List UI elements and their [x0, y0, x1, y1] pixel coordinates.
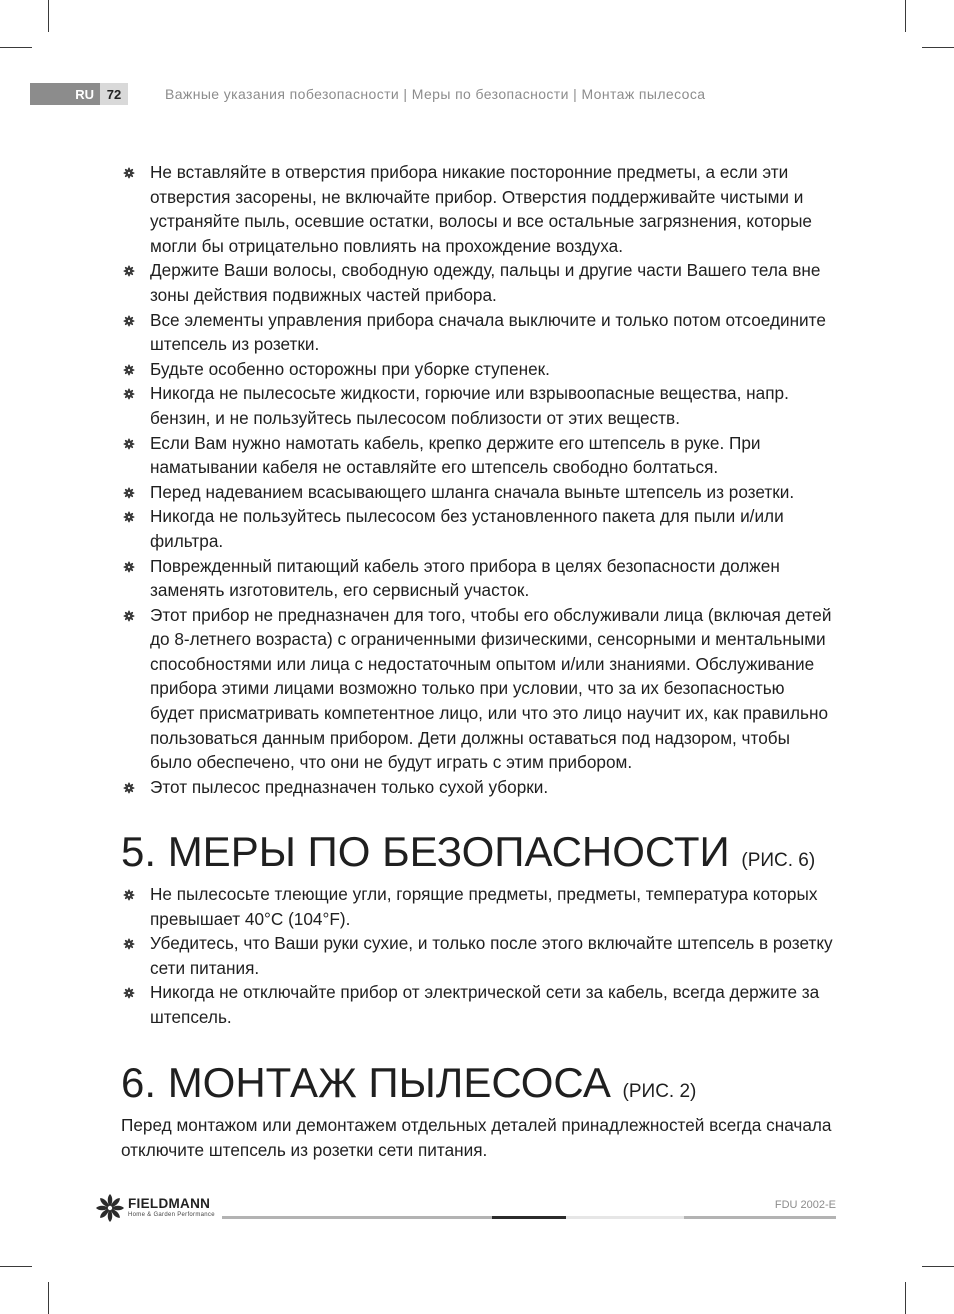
flower-bullet-icon: [123, 610, 135, 622]
list-item-text: Никогда не пользуйтесь пылесосом без установленного пакета для пыли и/или фильтра.: [150, 506, 784, 551]
list-item-text: Держите Ваши волосы, свободную одежду, пальцы и другие части Вашего тела вне зоны действия подвижных частей прибора.: [150, 260, 821, 305]
model-number: FDU 2002-E: [774, 1199, 836, 1211]
section-heading: [121, 1060, 696, 1115]
page-number: 72: [100, 83, 128, 105]
flower-bullet-icon: [123, 265, 135, 277]
flower-bullet-icon: [123, 167, 135, 179]
list-item: [121, 882, 833, 931]
flower-bullet-icon: [123, 438, 135, 450]
crop-mark: [922, 1266, 954, 1267]
list-item-text: Поврежденный питающий кабель этого прибора в целях безопасности должен заменять изготовитель, его сервисный участок.: [150, 555, 780, 601]
flower-bullet-icon: [123, 561, 135, 573]
fieldmann-logo-icon: [95, 1193, 125, 1223]
figure-reference: (РИС. 6): [741, 850, 816, 871]
list-item: [121, 504, 833, 553]
flower-bullet-icon: [123, 487, 135, 499]
list-item: [121, 431, 833, 480]
list-item-text: Не вставляйте в отверстия прибора никакие посторонние предметы, а если эти отверстия засорены, не включайте прибор. Отверстия поддерживайте чистыми и устраняйте пыль, осевшие остатки, волосы и все остальные загрязнения, которые могли бы отрицательно повлиять на прохождение воздуха.: [150, 162, 812, 256]
brand-tagline: Home & Garden Performance: [128, 1212, 215, 1218]
list-item: [121, 775, 833, 800]
section6-paragraph: Перед монтажом или демонтажем отдельных деталей принадлежностей всегда сначала отключите штепсель из розетки сети питания.: [121, 1115, 832, 1160]
list-item-text: Будьте особенно осторожны при уборке ступенек.: [150, 358, 550, 379]
list-item-text: Если Вам нужно намотать кабель, крепко держите его штепсель в руке. При наматывании кабеля не оставляйте его штепсель свободно болтаться.: [150, 432, 761, 478]
brand-logo: [95, 1193, 215, 1223]
list-item-text: Этот прибор не предназначен для того, чтобы его обслуживали лица (включая детей до 8-летнего возраста) с ограниченными физическими, сенсорными и ментальными способностями или лица с недостаточным опытом и/или знаниями. Обслуживание прибора этими лицами возможно только при условии, что за их безопасностью будет присматривать компетентное лицо, или что это лицо научит их, как правильно пользоваться данным прибором. Дети должны оставаться под надзором, чтобы было обеспечено, что они не будут играть с этим прибором.: [150, 604, 832, 773]
figure-reference: (РИС. 2): [622, 1081, 697, 1102]
list-item-text: Убедитесь, что Ваши руки сухие, и только после этого включайте штепсель в розетку сети питания.: [150, 933, 833, 978]
section-heading: [121, 829, 815, 884]
crop-mark: [922, 47, 954, 48]
crop-mark: [905, 0, 906, 32]
section-title: 6. МОНТАЖ ПЫЛЕСОСА: [121, 1059, 611, 1106]
list-item: [121, 308, 833, 357]
list-item: [121, 258, 833, 307]
list-item-text: Этот пылесос предназначен только сухой уборки.: [150, 776, 549, 797]
safety-instructions: [121, 160, 833, 799]
footer-rule: [566, 1216, 684, 1219]
list-item: [121, 980, 833, 1029]
crop-mark: [48, 1282, 49, 1314]
section5-content: [121, 882, 833, 1030]
bullet-list: [121, 160, 833, 799]
crop-mark: [48, 0, 49, 32]
flower-bullet-icon: [123, 364, 135, 376]
section-title: 5. МЕРЫ ПО БЕЗОПАСНОСТИ: [121, 828, 730, 875]
list-item: [121, 160, 833, 258]
list-item-text: Перед надеванием всасывающего шланга сначала выньте штепсель из розетки.: [150, 481, 795, 502]
flower-bullet-icon: [123, 938, 135, 950]
crop-mark: [905, 1282, 906, 1314]
footer-rule: [222, 1216, 492, 1219]
flower-bullet-icon: [123, 315, 135, 327]
list-item: [121, 603, 833, 775]
list-item-text: Никогда не отключайте прибор от электрической сети за кабель, всегда держите за штепсель.: [150, 982, 820, 1027]
list-item-text: Никогда не пылесосьте жидкости, горючие или взрывоопасные вещества, напр. бензин, и не пользуйтесь пылесосом поблизости от этих веществ.: [150, 383, 789, 428]
list-item: [121, 554, 833, 603]
footer-rule: [492, 1216, 566, 1219]
crop-mark: [0, 47, 32, 48]
crop-mark: [0, 1266, 32, 1267]
flower-bullet-icon: [123, 388, 135, 400]
bullet-list: [121, 882, 833, 1030]
list-item-text: Не пылесосьте тлеющие угли, горящие предметы, предметы, температура которых превышает 40°C (104°F).: [150, 884, 818, 929]
flower-bullet-icon: [123, 889, 135, 901]
list-item: [121, 480, 833, 505]
list-item: [121, 931, 833, 980]
list-item: [121, 381, 833, 430]
running-title: Важные указания побезопасности | Меры по безопасности | Монтаж пылесоса: [165, 86, 706, 102]
language-badge: RU: [30, 83, 100, 105]
page-header: [30, 83, 128, 105]
list-item: [121, 357, 833, 382]
footer-rule: [684, 1216, 836, 1219]
flower-bullet-icon: [123, 782, 135, 794]
brand-name: FIELDMANN: [128, 1196, 211, 1211]
list-item-text: Все элементы управления прибора сначала выключите и только потом отсоедините штепсель из розетки.: [150, 309, 826, 355]
flower-bullet-icon: [123, 511, 135, 523]
flower-bullet-icon: [123, 987, 135, 999]
